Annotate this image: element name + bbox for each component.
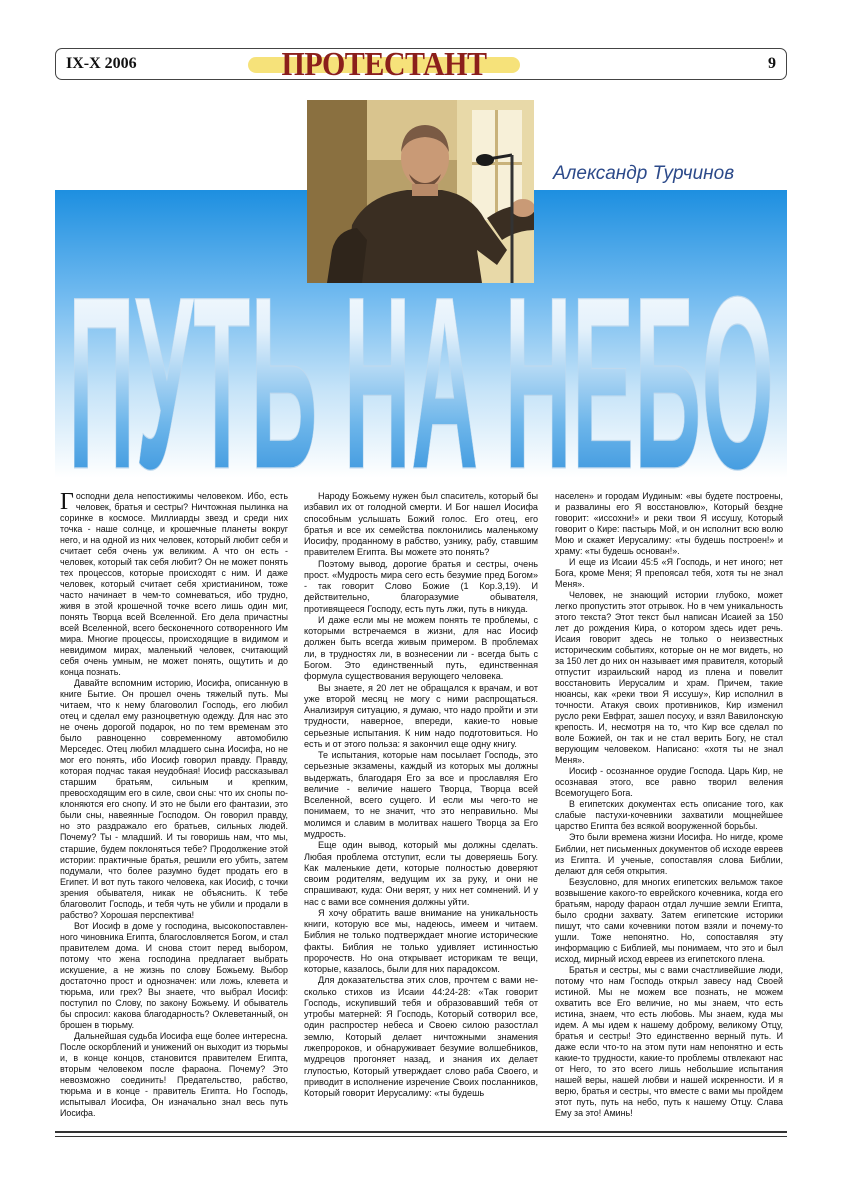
paragraph: Давайте вспомним историю, Иосифа, описанную в книге Бытие. Он прошел очень тяжелый путь. Мы читаем, что к нему благоволил Господь, его любил отец и сделал ему разноцветную одежду. Для нас это не очень дорогой подарок, но по тем временам это было равноценно современному автомобилю Мерседес. Отец любил младшего сына Иосифа, но не мог его понять, ибо Иосиф говорил правду. Правду, которая подчас такая неудобная! Иосиф рассказывал старшим братьям, сильным и крепким, превосходящим его в силе, свои сны: что их снопы поклоняются его снопу. И это не были его фантазии, это были сны, навеянные Господом. Он говорил правду, но это раздражало его братьев, сильных людей. Почему? Ты - младший. И ты говоришь нам, что мы, старшие, будем поклоняться тебе? Продолжение этой истории: практичные братья, решили его убить, затем подумали, что более разумно будет продать его в Египет. И вот путь такого человека, как Иосиф, с точки зрения обывателя, никак не объяснить. К тебе благоволит Господь, и тебя чуть не убили и продали в рабство? Хорошая перспектива! [60,678,288,920]
paragraph: И даже если мы не можем понять те проблемы, с которыми встречаемся в жизни, для нас Иосиф должен быть всегда живым примером. В проблемах ли, в трудностях ли, в вознесении ли - всегда быть с Богом. Это единственный путь, единственная формула существования верующего человека. [304,614,538,682]
article-title [55,268,787,473]
paragraph: Человек, не знающий истории глубоко, может легко пропустить этот отрывок. Но в чем уникальность этого текста? Этот текст был написан Исаией за 150 лет до рождения Кира, о котором здесь идет речь. Исаия говорит здесь не только о неизвестных историческим событиях, которые он не мог видеть, но за 150 лет до них он называет имя правителя, который отпустит израильский народ из плена и повелит восстановить Иерусалим и храм. Причем, такие нюансы, как «реки твои Я иссушу», Кир исполнил в точности. Атакуя своих противников, Кир изменил русло реки Евфрат, зашел посуху, и взял Вавилонскую крепость. И, несмотря на то, что Кир все сделал по воле Божией, он так и не стал верить Богу, не стал верующим человеком. Написано: «хотя ты не знал Меня». [555,590,783,766]
paragraph: В египетских документах есть описание того, как слабые пастухи-кочевники захватили мощнейшее царство Египта без всякой вооруженной борьбы. [555,799,783,832]
paragraph: Поэтому вывод, дорогие братья и сестры, очень прост. «Мудрость мира сего есть безумие пред Богом» - так говорит Слово Божие (1 Кор.3,19). И действительно, благоразумие обывателя, противящееся Господу, есть путь лжи, путь в никуда. [304,558,538,614]
author-photo [307,100,534,283]
paragraph: Вот Иосиф в доме у господина, высокопоставленного чиновника Египта, благословляется Богом, и стал правителем дома. И снова стоит перед выбором, потому что жена господина предлагает выбрать искушение, а не жизнь по слову Божьему. Выбор достаточно прост и однозначен: или ложь, клевета и тюрьма, или грех? Вы знаете, что выбрал Иосиф: поступил по Слову, по закону Божьему. И обыватель бы спросил: какова благодарность? Оклеветанный, он брошен в тюрьму. [60,920,288,1030]
paragraph: Это были времена жизни Иосифа. Но нигде, кроме Библии, нет письменных документов об исходе евреев из Египта. И ученые, сопоставляя слова Библии, делают для себя открытия. [555,832,783,876]
paragraph: Дальнейшая судьба Иосифа еще более интересна. После оскорблений и унижений он выходит из тюрьмы и, в конце концов, становится правителем Египта, вторым человеком после фараона. Почему? Это невозможно соединить! Предательство, рабство, тюрьма и в конце - правитель Египта. Но Господь, испытывал Иосифа, Он изначально знал весь путь Иосифа. [60,1030,288,1118]
paragraph: Еще один вывод, который мы должны сделать. Любая проблема отступит, если ты доверяешь Богу. Как маленькие дети, которые полностью доверяют своим родителям, ведущим их за руку, и они не спрашивают, куда: Они верят, у них нет сомнений. И у нас с вами все сомнения должны уйти. [304,840,538,907]
paragraph: Я хочу обратить ваше внимание на уникальность книги, которую все мы, надеюсь, имеем и читаем. Библия не только подтверждает многие исторические факты. Библия не только удивляет истинностью пророчеств. Но она открывает историкам те вещи, которые, казалось, были для них парадоксом. [304,907,538,975]
article-title-text: ПУТЬ НА НЕБО [68,268,775,473]
paragraph: населен» и городам Иудиным: «вы будете построены, и развалины его Я восстановлю», Который безднe говорит: «иссохни!» и реки твои Я иссушу, Который говорит о Кире: пастырь Мой, и он исполнит всю волю Мою и скажет Иерусалиму: «ты будешь построен!» и храму: «ты будешь основан!». [555,491,783,557]
footer-rule [55,1131,787,1133]
magazine-logo: ПРОТЕСТАНТ [281,45,487,83]
paragraph: Те испытания, которые нам посылает Господь, это серьезные экзамены, каждый из которых мы должны выдержать, благодаря Его за все и прославляя Его величие - величие нашего Творца, Творца всей Вселенной, всего сущего. И если мы чего-то не понимаем, то не значит, что это неправильно. Мы молимся и славим в молитвах нашего Творца за Его мудрость. [304,750,538,839]
drop-cap: Г [60,489,74,515]
issue-date: IX-X 2006 [66,55,137,72]
text-column-2 [304,491,538,1099]
page-number: 9 [768,55,776,72]
paragraph: Народу Божьему нужен был спаситель, который бы избавил их от голодной смерти. И Бог нашел Иосифа способным услышать Божий голос. Его отец, его братья и все их семейства поклонились маленькому Иосифу, проданному в рабство, узнику, рабу, ставшим правителем Египта. Вы можете это понять? [304,491,538,558]
paragraph: Безусловно, для многих египетских вельмож такое возвышение какого-то еврейского кочевника, когда его братьям, народу фараон отдал лучшие земли Египта, было сродни захвату. Затем египетские историки пишут, что сами кочевники потом взяли и почему-то ушли. Тоже непонятно. Но, сопоставляя эту информацию с Библией, мы понимаем, что это и был исход, мирный исход евреев из египетского плена. [555,876,783,964]
footer-rule [55,1136,787,1137]
paragraph: Иосиф - осознанное орудие Господа. Царь Кир, не осознавая этого, все равно творил веления Всемогущего Бога. [555,766,783,799]
paragraph: И еще из Исаии 45:5 «Я Господь, и нет иного; нет Бога, кроме Меня; Я препоясал тебя, хотя ты не знал Меня». [555,557,783,590]
author-name: Александр Турчинов [553,163,735,184]
text-column-3 [555,491,783,1119]
paragraph: Для доказательства этих слов, прочтем с вами несколько стихов из Исаии 44:24-28: «Так говорит Господь, искупивший тебя и образовавший тебя от утробы матерней: Я Господь, Который сотворил все, один распростер небеса и Своею силою разостлал землю, Который делает ничтожными знамения лжепророков, и обнаруживает безумие волшебников, мудрецов прогоняет назад, и знания их делает глупостью, Который утверждает слово раба Своего, и приводит в исполнение изречение Своих посланников, Который говорит Иерусалиму: «ты будешь [304,975,538,1099]
paragraph: Вы знаете, я 20 лет не обращался к врачам, и вот уже второй месяц не могу с ними распрощаться. Анализируя ситуацию, я думаю, что надо пройти и эти трудности, наверное, впереди, какие-то новые серьезные испытания. К ним надо подготовиться. Но есть и от этого польза: я закончил еще одну книгу. [304,682,538,749]
paragraph: Господни дела непостижимы человеком. Ибо, есть человек, братья и сестры? Ничтожная пылинка на соринке в космосе. Миллиарды звезд и среди них точка - наше солнце, и крошечные планеты вокруг него, и на одной из них человек, который любит себя и считает себя очень уж великим. А что он есть - человек, который так себя любит? Он не может понять тех процессов, которые происходят с ним. И даже человек, который считает себя христианином, тоже часто начинает в чем-то сомневаться, ибо трудно, живя в этой крошечной точке всего лишь один миг, понять Творца всей Вселенной. Его дела причастны всей Вселенной, всего бесконечного сотворенного Им мира. Многие процессы, происходящие в видимом и невидимом мирах, маленький человек, считающий себя очень умным, не может понять, ощутить и до конца познать. [60,489,288,678]
paragraph: Братья и сестры, мы с вами счастливейшие люди, потому что нам Господь открыл завесу над Своей истиной. Мы не можем все познать, не можем охватить все Его величие, но мы знаем, что есть истина, знаем, что есть любовь. Мы знаем, куда мы идем. А мы идем к нашему доброму, великому Отцу, братья и сестры! Это единственно верный путь. И даже если что-то на этом пути нам непонятно и есть какие-то трудности, какие-то проблемы отвлекают нас от Него, то это всего лишь небольшие испытания нашей веры, нашей любви и нашей искренности. И я верю, братья и сестры, что вместе с вами мы пройдем этот путь, путь на небо, путь к нашему Отцу. Слава Ему за это! Аминь! [555,964,783,1118]
text-column-1 [60,491,288,1119]
